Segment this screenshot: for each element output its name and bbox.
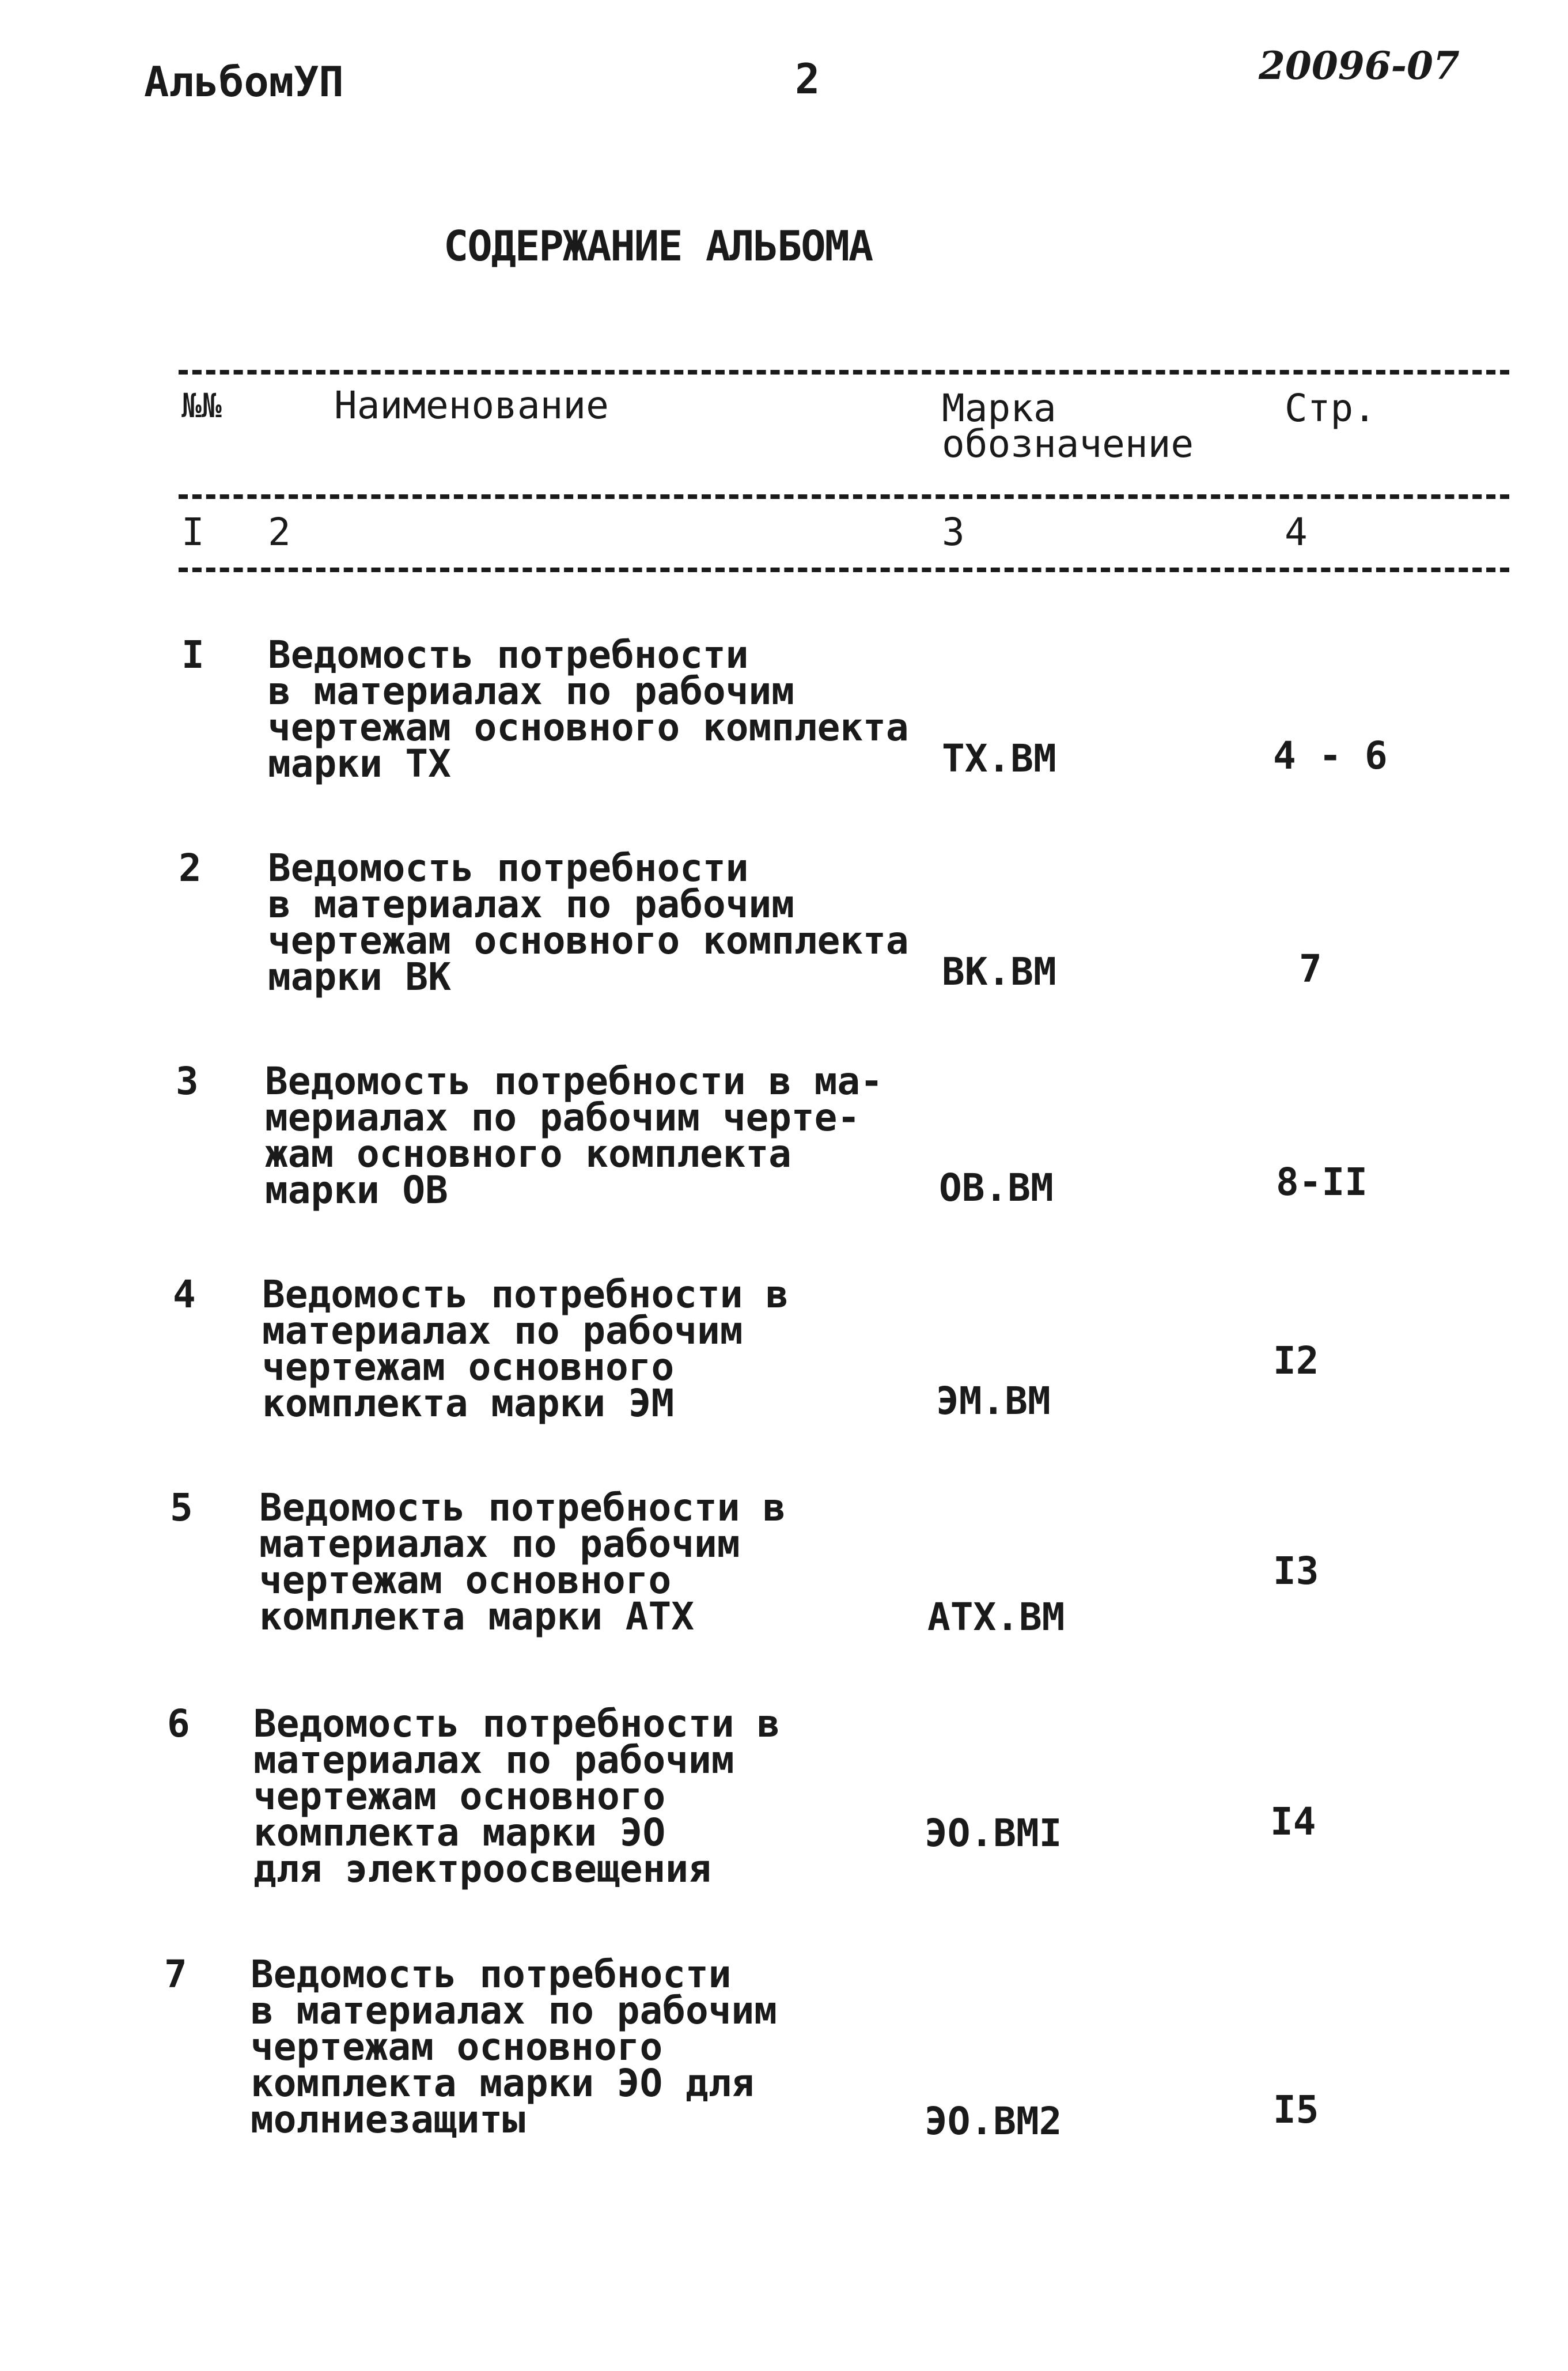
column-header-mark-line1: Марка xyxy=(942,386,1056,430)
column-number-4: 4 xyxy=(1285,510,1308,554)
table-row-7-num: 7 xyxy=(164,1952,187,1996)
document-code: 20096-07 xyxy=(1259,43,1460,88)
table-row-4-num: 4 xyxy=(173,1272,196,1317)
table-row-2-mark: ВК.ВМ xyxy=(942,950,1056,994)
table-row-6-mark: ЭО.ВМI xyxy=(925,1811,1062,1855)
table-row-4-name: Ведомость потребности в материалах по рабочим чертежам основного комплекта марки ЭМ xyxy=(262,1272,789,1425)
table-row-2-page: 7 xyxy=(1299,947,1322,991)
table-row-1-mark: ТХ.ВМ xyxy=(942,736,1056,781)
table-row-7-page: I5 xyxy=(1273,2088,1319,2132)
table-row-1-page: 4 - 6 xyxy=(1273,733,1388,778)
table-row-5-num: 5 xyxy=(170,1485,193,1530)
table-numbering-rule xyxy=(179,568,1509,572)
column-header-mark-line2: обозначение xyxy=(942,422,1194,466)
table-row-6-name: Ведомость потребности в материалах по рабочим чертежам основного комплекта марки ЭО для электроосвещения xyxy=(253,1701,780,1891)
table-row-5-mark: АТХ.ВМ xyxy=(927,1595,1065,1639)
table-row-4-page: I2 xyxy=(1273,1338,1319,1383)
page-number: 2 xyxy=(795,55,820,103)
table-top-rule xyxy=(179,370,1509,375)
table-row-2-name: Ведомость потребности в материалах по рабочим чертежам основного комплекта марки ВК xyxy=(268,846,909,999)
table-row-5-name: Ведомость потребности в материалах по рабочим чертежам основного комплекта марки АТХ xyxy=(259,1485,786,1639)
table-row-3-name: Ведомость потребности в ма- мериалах по рабочим черте- жам основного комплекта марки ОВ xyxy=(265,1059,883,1212)
column-number-3: 3 xyxy=(942,510,965,554)
column-number-2: 2 xyxy=(268,510,291,554)
table-row-4-mark: ЭМ.ВМ xyxy=(936,1379,1051,1423)
column-header-name: Наименование xyxy=(334,383,609,428)
table-row-1-num: I xyxy=(181,633,204,677)
table-row-7-name: Ведомость потребности в материалах по рабочим чертежам основного комплекта марки ЭО для молниезащиты xyxy=(251,1952,777,2142)
table-row-3-mark: ОВ.ВМ xyxy=(939,1166,1054,1210)
column-header-num: №№ xyxy=(181,386,222,425)
table-row-2-num: 2 xyxy=(179,846,202,890)
table-header-rule xyxy=(179,494,1509,499)
column-header-page: Стр. xyxy=(1285,386,1376,430)
table-row-7-mark: ЭО.ВМ2 xyxy=(925,2099,1062,2143)
table-row-3-page: 8-II xyxy=(1276,1160,1368,1204)
table-row-5-page: I3 xyxy=(1273,1549,1319,1593)
album-label: АльбомУП xyxy=(144,58,344,106)
table-row-3-num: 3 xyxy=(176,1059,199,1103)
table-row-6-page: I4 xyxy=(1270,1799,1316,1844)
table-row-6-num: 6 xyxy=(167,1701,190,1746)
table-row-1-name: Ведомость потребности в материалах по рабочим чертежам основного комплекта марки ТХ xyxy=(268,633,909,786)
page-title: СОДЕРЖАНИЕ АЛЬБОМА xyxy=(444,222,873,270)
column-number-1: I xyxy=(181,510,204,554)
